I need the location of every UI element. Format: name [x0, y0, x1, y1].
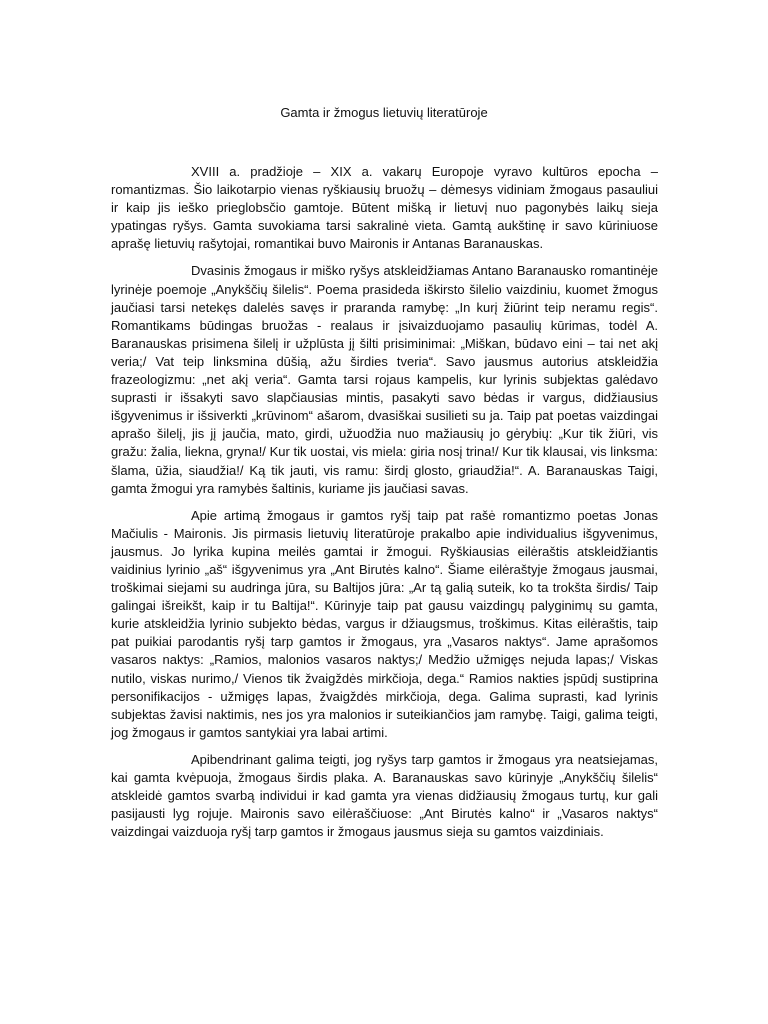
document-title: Gamta ir žmogus lietuvių literatūroje: [280, 105, 488, 120]
paragraph-conclusion: Apibendrinant galima teigti, jog ryšys tarp gamtos ir žmogaus yra neatsiejamas, kai gamta kvėpuoja, žmogaus širdis plaka. A. Baranauskas savo kūrinyje „Anykščių šilelis“ atskleidė gamtos svarbą individui ir kad gamta yra vienas didžiausių žmogaus turtų, kur gali pasijausti lyg rojuje. Maironis savo eilėraščiuose: „Ant Birutės kalno“ ir „Vasaros naktys“ vaizdingai vaizduoja ryšį tarp gamtos ir žmogaus jausmus sieja su gamtos vaizdiniais.: [111, 751, 658, 840]
paragraph-intro: XVIII a. pradžioje – XIX a. vakarų Europoje vyravo kultūros epocha – romantizmas. Šio laikotarpio vienas ryškiausių bruožų – dėmesys vidiniam žmogaus pasauliui ir kaip jis ieško prieglobsčio gamtoje. Būtent mišką ir lietuvį nuo pagonybės laikų sieja ypatingas ryšys. Gamta suvokiama tarsi sakralinė vieta. Gamtą aukštinę ir savo kūriniuose aprašę lietuvių rašytojai, romantikai buvo Maironis ir Antanas Baranauskas.: [111, 164, 658, 252]
document-body: [111, 163, 658, 850]
paragraph-baranauskas: Dvasinis žmogaus ir miško ryšys atskleidžiamas Antano Baranausko romantinėje lyrinėje poemoje „Anykščių šilelis“. Poema prasideda iškirsto šilelio vaizdiniu, kuomet žmogus jaučiasi tarsi netekęs dalelės savęs ir praranda ramybę: „In kurį žiūrint teip neramu regis“. Romantikams būdingas bruožas - realaus ir įsivaizduojamo pasaulių kūrimas, todėl A. Baranauskas prisimena šilelį ir užplūsta jį šilti prisiminimai: „Miškan, būdavo eini – tai net akį veria;/ Vat teip linksmina dūšią, ažu širdies tveria“. Savo jausmus autorius atskleidžia frazeologizmu: „net akį veria“. Gamta tarsi rojaus kampelis, kur lyrinis subjektas galėdavo suprasti ir išsakyti savo slapčiausias mintis, pasakyti savo bėdas ir vargus, didžiausius išgyvenimus ir išsiverkti „krūvinom“ ašarom, dvasiškai susilieti su ja. Taip pat poetas vaizdingai aprašo šilelį, jis jį jaučia, mato, girdi, užuodžia nuo mažiausių jo gėrybių: „Kur tik žiūri, vis gražu: žalia, liekna, gryna!/ Kur tik uostai, vis miela: giria nosį trina!/ Kur tik klausai, vis linksma: šlama, ūžia, siaudžia!/ Ką tik jauti, vis ramu: širdį glosto, griaudžia!“. A. Baranauskas Taigi, gamta žmogui yra ramybės šaltinis, kuriame jis jaučiasi savas.: [111, 263, 658, 496]
paragraph-maironis: Apie artimą žmogaus ir gamtos ryšį taip pat rašė romantizmo poetas Jonas Mačiulis - Maironis. Jis pirmasis lietuvių literatūroje prakalbo apie individualius išgyvenimus, jausmus. Jo lyrika kupina meilės gamtai ir žmogui. Ryškiausias eilėraštis atskleidžiantis vaidinius lyrinio „aš“ išgyvenimus yra „Ant Birutės kalno“. Šiame eilėraštyje žmogaus jausmai, troškimai siejami su audringa jūra, su Baltijos jūra: „Ar tą galią suteik, ko ta trokšta širdis/ Taip galingai išreikšt, kaip ir tu Baltija!“. Kūrinyje taip pat gausu vaizdingų palyginimų su gamta, kurie atskleidžia lyrinio subjekto bėdas, vargus ir džiaugsmus, troškimus. Kitas eilėraštis, taip pat puikiai parodantis ryšį tarp gamtos ir žmogaus, yra „Vasaros naktys“. Jame aprašomos vasaros naktys: „Ramios, malonios vasaros naktys;/ Medžio užmigęs nejuda lapas;/ Viskas nutilo, viskas nurimo,/ Vienos tik žvaigždės mirkčioja, dega.“ Ramios nakties įspūdį sustiprina personifikacijos - užmigęs lapas, žvaigždės mirkčioja, dega. Galima suprasti, kad lyrinis subjektas žavisi naktimis, nes jos yra malonios ir suteikiančios jam ramybę. Taigi, galima teigti, jog žmogaus ir gamtos santykiai yra labai artimi.: [111, 507, 658, 740]
